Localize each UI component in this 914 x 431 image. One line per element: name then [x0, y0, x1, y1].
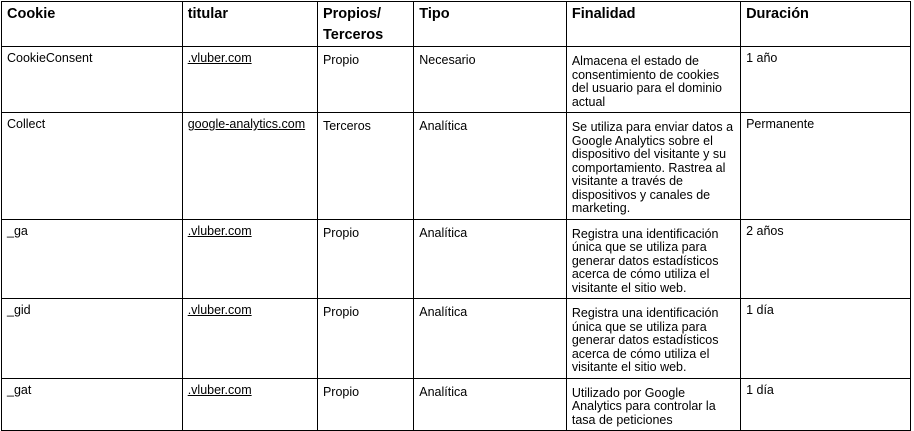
owner-link[interactable]: .vluber.com	[187, 303, 252, 317]
cell-owner	[182, 219, 317, 299]
table-row	[2, 219, 911, 299]
table-row	[2, 113, 911, 220]
owner-link[interactable]: .vluber.com	[187, 223, 252, 238]
cell-owner	[182, 378, 317, 431]
cell-party: Propio	[317, 219, 413, 299]
cell-owner	[182, 47, 317, 113]
cookie-table	[1, 1, 911, 431]
cell-owner	[182, 299, 317, 379]
owner-link[interactable]: .vluber.com	[187, 382, 252, 397]
header-titular: titular	[182, 2, 317, 47]
cell-cookie: _ga	[2, 219, 183, 299]
cell-cookie: Collect	[2, 113, 183, 220]
header-cookie: Cookie	[2, 2, 183, 47]
cell-party: Terceros	[317, 113, 413, 220]
cell-owner	[182, 113, 317, 220]
cell-purpose: Registra una identificación única que se utiliza para generar datos estadísticos acerca de cómo utiliza el visitante el sitio web.	[566, 219, 740, 299]
cell-type: Necesario	[414, 47, 567, 113]
table-row	[2, 299, 911, 379]
cell-party: Propio	[317, 299, 413, 379]
header-row	[2, 2, 911, 47]
cell-type: Analítica	[414, 378, 567, 431]
cell-type: Analítica	[414, 299, 567, 379]
cell-cookie: CookieConsent	[2, 47, 183, 113]
table-row	[2, 378, 911, 431]
header-type: Tipo	[414, 2, 567, 47]
cell-type: Analítica	[414, 113, 567, 220]
table-header	[2, 2, 911, 47]
cell-purpose: Almacena el estado de consentimiento de cookies del usuario para el dominio actual	[566, 47, 740, 113]
cell-duration: 1 día	[741, 378, 911, 431]
cell-purpose: Registra una identificación única que se utiliza para generar datos estadísticos acerca de cómo utiliza el visitante el sitio web.	[566, 299, 740, 379]
cell-duration: 2 años	[741, 219, 911, 299]
cell-party: Propio	[317, 47, 413, 113]
cell-duration: 1 día	[741, 299, 911, 379]
cell-duration: Permanente	[741, 113, 911, 220]
owner-link[interactable]: .vluber.com	[187, 51, 252, 65]
table-row	[2, 47, 911, 113]
table-body	[2, 47, 911, 431]
header-party: Propios/ Terceros	[317, 2, 413, 47]
cell-cookie: _gid	[2, 299, 183, 379]
cell-purpose: Se utiliza para enviar datos a Google Analytics sobre el dispositivo del visitante y su comportamiento. Rastrea al visitante a través de dispositivos y canales de marketing.	[566, 113, 740, 220]
header-duration: Duración	[741, 2, 911, 47]
cell-duration: 1 año	[741, 47, 911, 113]
cell-purpose: Utilizado por Google Analytics para controlar la tasa de peticiones	[566, 378, 740, 431]
cell-cookie: _gat	[2, 378, 183, 431]
cell-type: Analítica	[414, 219, 567, 299]
cell-party: Propio	[317, 378, 413, 431]
owner-link[interactable]: google-analytics.com	[187, 117, 306, 131]
header-purpose: Finalidad	[566, 2, 740, 47]
